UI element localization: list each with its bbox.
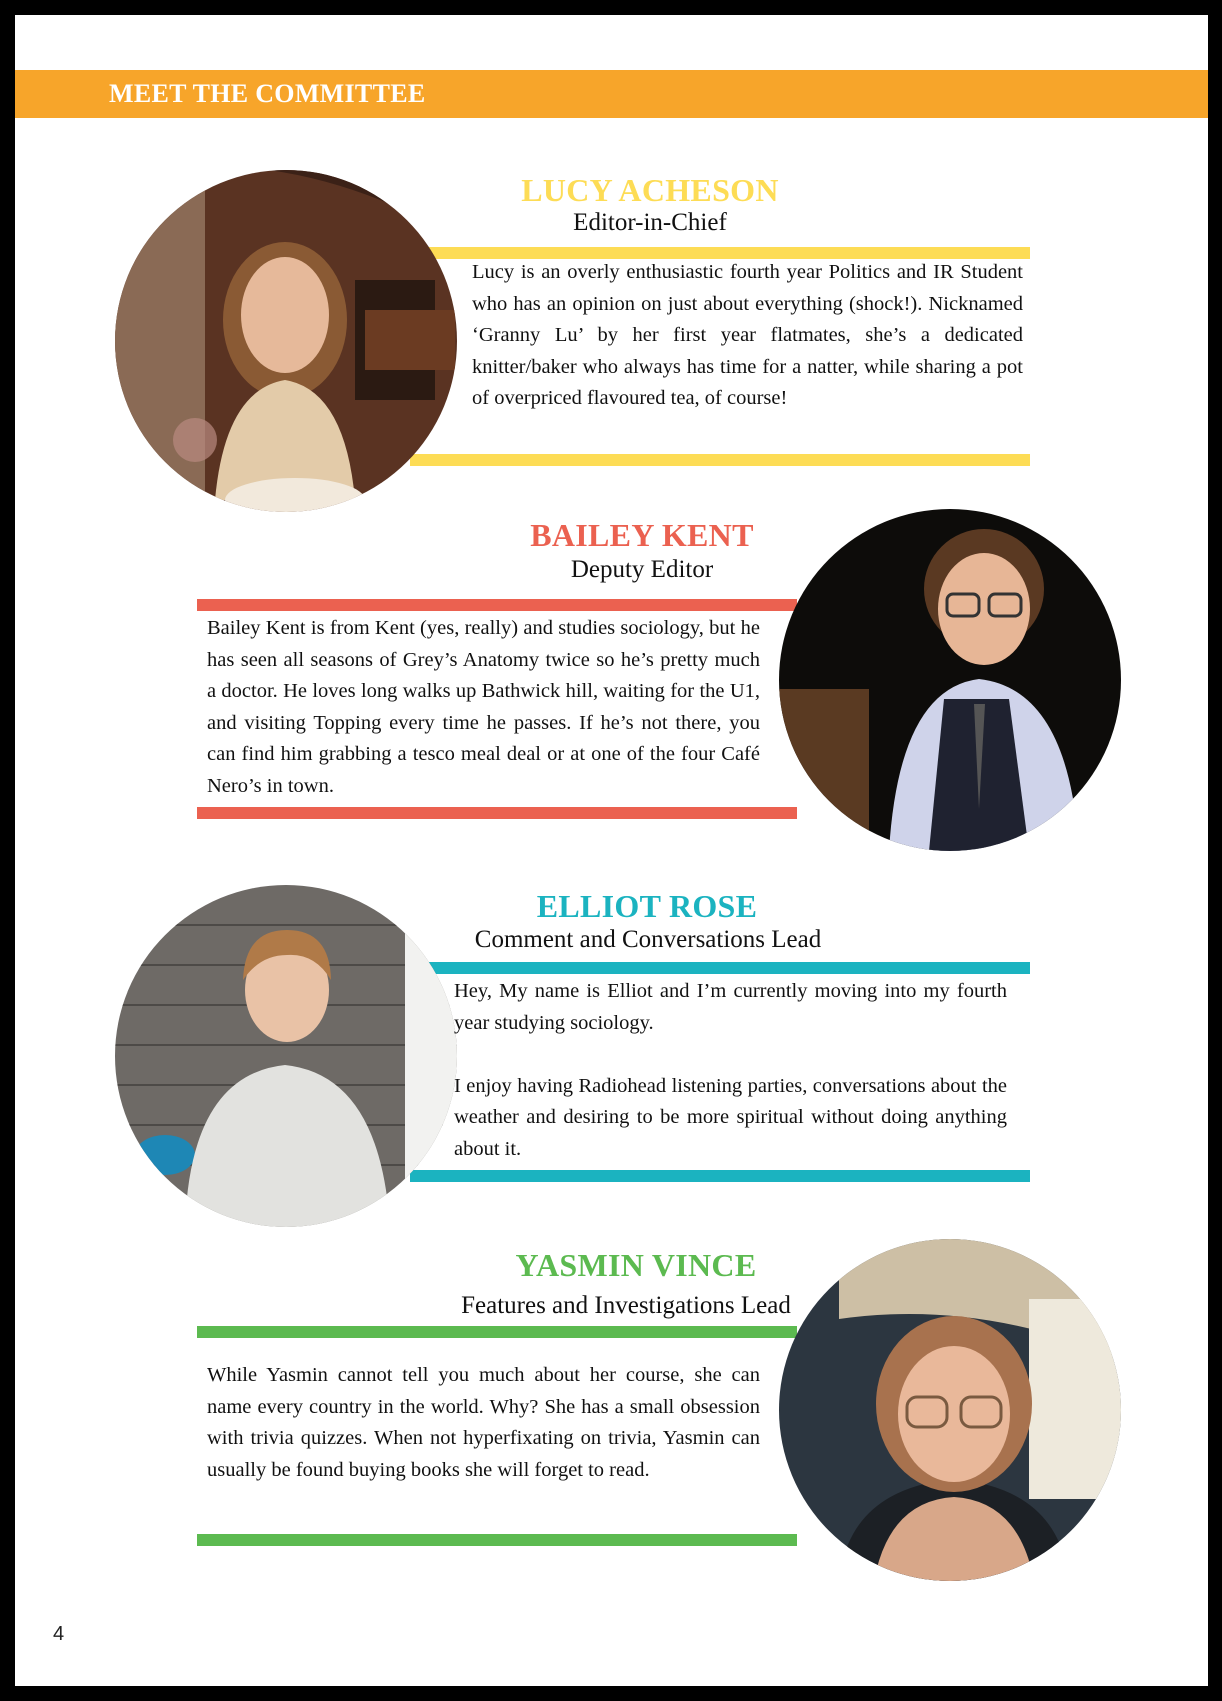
elliot-bio [454,976,1007,1165]
page [15,15,1208,1686]
elliot-bottom-bar [410,1170,1030,1182]
bailey-bottom-bar [197,807,797,819]
yasmin-bio [207,1360,760,1486]
elliot-name: ELLIOT ROSE [536,888,758,924]
lucy-name: LUCY ACHESON [521,172,779,208]
bailey-role: Deputy Editor [570,556,714,583]
elliot-bio-paragraph-1: Hey, My name is Elliot and I’m currently moving into my fourth year studying sociology. [454,980,1007,1034]
elliot-photo [115,885,457,1227]
yasmin-bio-paragraph: While Yasmin cannot tell you much about her course, she can name every country in the world. Why? She has a small obsession with trivia quizzes. When not hyperfixating on trivia, Yasmin can usually be found buying books she will forget to read. [207,1364,760,1481]
lucy-photo [115,170,457,512]
elliot-top-bar [410,962,1030,974]
lucy-role: Editor-in-Chief [573,209,727,236]
section-banner [15,70,1208,118]
section-title: MEET THE COMMITTEE [109,79,426,108]
page-number: 4 [53,1623,65,1645]
bailey-bio-paragraph: Bailey Kent is from Kent (yes, really) and studies sociology, but he has seen all seasons of Grey’s Anatomy twice so he’s pretty much a doctor. He loves long walks up Bathwick hill, waiting for the U1, and visiting Topping every time he passes. If he’s not there, you can find him grabbing a tesco meal deal or at one of the four Café Nero’s in town. [207,617,760,797]
yasmin-bottom-bar [197,1534,797,1546]
yasmin-photo [779,1239,1121,1581]
elliot-bio-paragraph-2: I enjoy having Radiohead listening parties, conversations about the weather and desiring to be more spiritual without doing anything about it. [454,1074,1007,1160]
lucy-bio [472,257,1023,415]
bailey-bio [207,613,760,802]
yasmin-role: Features and Investigations Lead [461,1292,791,1319]
lucy-bio-paragraph: Lucy is an overly enthusiastic fourth year Politics and IR Student who has an opinion on just about everything (shock!). Nicknamed ‘Granny Lu’ by her first year flatmates, she’s a dedicated knitter/baker who always has time for a natter, while sharing a pot of overpriced flavoured tea, of course! [472,261,1023,409]
yasmin-top-bar [197,1326,797,1338]
bailey-name: BAILEY KENT [530,517,754,553]
elliot-role: Comment and Conversations Lead [474,926,822,953]
yasmin-name: YASMIN VINCE [515,1247,757,1283]
lucy-bottom-bar [410,454,1030,466]
bailey-top-bar [197,599,797,611]
